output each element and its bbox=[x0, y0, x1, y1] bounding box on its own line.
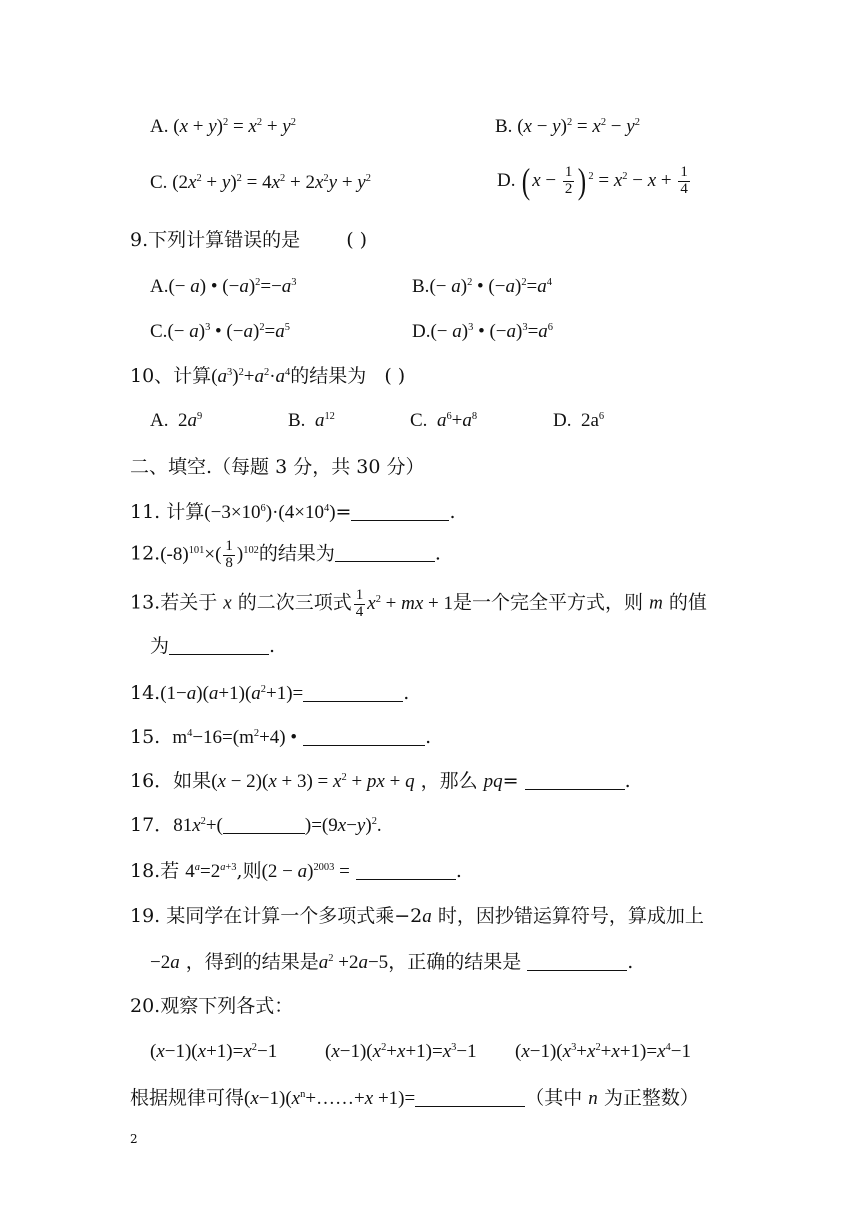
answer-blank[interactable] bbox=[335, 542, 435, 563]
question-text: ，得到的结果是 bbox=[185, 951, 319, 974]
question-text: 计算 bbox=[166, 501, 205, 524]
q9-option-c: $C.(- a)^3$ • $(-a)^2=a^5$ bbox=[150, 321, 290, 342]
option-label: B. bbox=[288, 410, 306, 431]
question-text: 10、计算 bbox=[130, 365, 212, 387]
question-text: 为 bbox=[150, 635, 170, 658]
option-label: B. bbox=[412, 276, 430, 297]
question-number: 12. bbox=[130, 542, 161, 565]
option-label: C. bbox=[150, 321, 168, 342]
q20-example-3: $(x-1)(x^3+x^2+x+1)=x^4-1$ bbox=[515, 1041, 691, 1062]
q17: 17．$81x^2+$( )$=(9x-y)^2$. bbox=[130, 814, 382, 837]
q8-option-a bbox=[150, 116, 296, 139]
q20-example-2: $(x-1)(x^2+x+1)=x^3-1$ bbox=[325, 1041, 477, 1062]
question-text: 19. 某同学在计算一个多项式乘−2 bbox=[130, 905, 423, 927]
q10-stem: 10、计算$(a^3)^2+a^2\cdot a^4$的结果为 ( ) bbox=[130, 365, 406, 387]
formula: (x − $\frac{1}{2}$ ) $^2 = x^2 - x$ + $\frac{1}{4}$ bbox=[522, 161, 688, 201]
q13-line2: 为 . bbox=[150, 635, 276, 658]
q16: 16．如果$(x - 2)(x + 3) = x^2$ + px + q ，那么 pq= . bbox=[130, 770, 631, 793]
answer-blank[interactable] bbox=[351, 500, 449, 521]
q19-line2: −2a ，得到的结果是$a^2 +2a-5$，正确的结果是 . bbox=[150, 951, 634, 974]
q11: 11. 计算$(-3\times 10^6)\cdot(4\times 10^4)=$ . bbox=[130, 501, 456, 524]
answer-blank[interactable] bbox=[525, 769, 625, 790]
question-text: ，正确的结果是 bbox=[388, 951, 522, 974]
answer-blank[interactable] bbox=[303, 681, 403, 702]
q8-option-b bbox=[495, 116, 640, 139]
answer-blank[interactable] bbox=[169, 634, 269, 655]
q10-option-b: B. $a^{12}$ bbox=[288, 410, 335, 431]
q10-option-d: D. $2a^6$ bbox=[553, 410, 605, 431]
q20-stem: 20.观察下列各式： bbox=[130, 995, 294, 1017]
question-number: 15. bbox=[130, 726, 161, 749]
option-label: D. bbox=[553, 410, 572, 431]
option-label: C. bbox=[410, 410, 428, 431]
answer-blank[interactable] bbox=[527, 950, 627, 971]
page-number: 2 bbox=[130, 1132, 138, 1146]
q18: 18.若 $4^a=2^{a+3}$,则$(2 - a)^{2003}$ = . bbox=[130, 860, 462, 883]
option-label: A. bbox=[150, 116, 169, 137]
answer-paren: ( ) bbox=[384, 365, 406, 387]
q9-option-a: A.(− a) • $(-a)^2=-a^3$ bbox=[150, 276, 297, 297]
question-text: 的结果为 bbox=[258, 542, 335, 565]
q19-line1: 19. 某同学在计算一个多项式乘−2a 时，因抄错运算符号，算成加上 bbox=[130, 905, 704, 927]
question-number: 11. bbox=[130, 501, 161, 524]
answer-blank[interactable] bbox=[223, 813, 305, 834]
question-text: 的二次三项式 bbox=[237, 591, 352, 614]
q12: $12.(-8)^{101}\times$( $\frac{1}{8}$ )$^{102}$的结果为 . bbox=[130, 538, 441, 571]
question-text: 13.若关于 bbox=[130, 591, 218, 614]
question-text: ，那么 bbox=[420, 770, 478, 793]
question-text: 的结果为 bbox=[290, 365, 367, 387]
formula: $(x + y)^2 = x^2 + y^2$ bbox=[173, 116, 296, 137]
formula: $(x - y)^2 = x^2 - y^2$ bbox=[517, 116, 640, 137]
question-text: 为正整数） bbox=[603, 1087, 699, 1110]
answer-paren: ( ) bbox=[346, 229, 368, 251]
q15: 15. $m^4-16=(m^2+4)$ • . bbox=[130, 726, 432, 749]
q10-option-c: C. $a^6+a^8$ bbox=[410, 410, 478, 431]
question-text: 的值 bbox=[668, 591, 707, 614]
question-number: 16．如果 bbox=[130, 770, 212, 793]
q13: 13.若关于 x 的二次三项式 $\frac{1}{4}$ $x^2$ + mx + 1是一个完全平方式，则 m 的值 bbox=[130, 587, 707, 620]
option-label: A. bbox=[150, 276, 169, 297]
q10-option-a: A. $2a^9$ bbox=[150, 410, 203, 431]
option-label: C. bbox=[150, 172, 168, 193]
question-text: 是一个完全平方式，则 bbox=[453, 591, 644, 614]
q9-stem bbox=[130, 229, 367, 252]
option-label: D. bbox=[497, 169, 516, 191]
answer-blank[interactable] bbox=[303, 725, 425, 746]
formula: $(2x^2 + y)^2 = 4x^2 + 2x^2y + y^2$ bbox=[172, 172, 371, 193]
q9-option-b: $B.(- a)^2$ • $(-a)^2=a^4$ bbox=[412, 276, 552, 297]
question-text: 时，因抄错运算符号，算成加上 bbox=[437, 905, 704, 927]
option-label: B. bbox=[495, 116, 513, 137]
answer-blank[interactable] bbox=[415, 1086, 525, 1107]
option-label: D. bbox=[412, 321, 431, 342]
question-number: 14. bbox=[130, 682, 161, 705]
option-label: A. bbox=[150, 410, 169, 431]
q14: $14.(1-a)(a+1)(a^2+1)=$ . bbox=[130, 682, 410, 705]
question-text: 根据规律可得 bbox=[130, 1087, 245, 1110]
q8-option-d bbox=[497, 160, 692, 203]
section-heading: 二、填空.（每题 3 分，共 30 分） bbox=[130, 456, 425, 478]
q8-option-c bbox=[150, 172, 371, 195]
answer-blank[interactable] bbox=[356, 859, 456, 880]
question-text: ,则 bbox=[236, 860, 262, 883]
question-text: 9.下列计算错误的是 bbox=[130, 229, 301, 251]
equals-sign: = bbox=[502, 770, 519, 793]
q20-rule: 根据规律可得$(x-1)(x^n+\dots\dots+x +1)=$ （其中 n 为正整数） bbox=[130, 1087, 699, 1110]
q20-example-1: $(x-1)(x+1)=x^2-1$ bbox=[150, 1041, 278, 1062]
question-number: 17． bbox=[130, 814, 174, 837]
question-text: （其中 bbox=[525, 1087, 583, 1110]
q9-option-d: $D.(- a)^3$ • $(-a)^3=a^6$ bbox=[412, 321, 554, 342]
question-text: 18.若 bbox=[130, 860, 180, 883]
